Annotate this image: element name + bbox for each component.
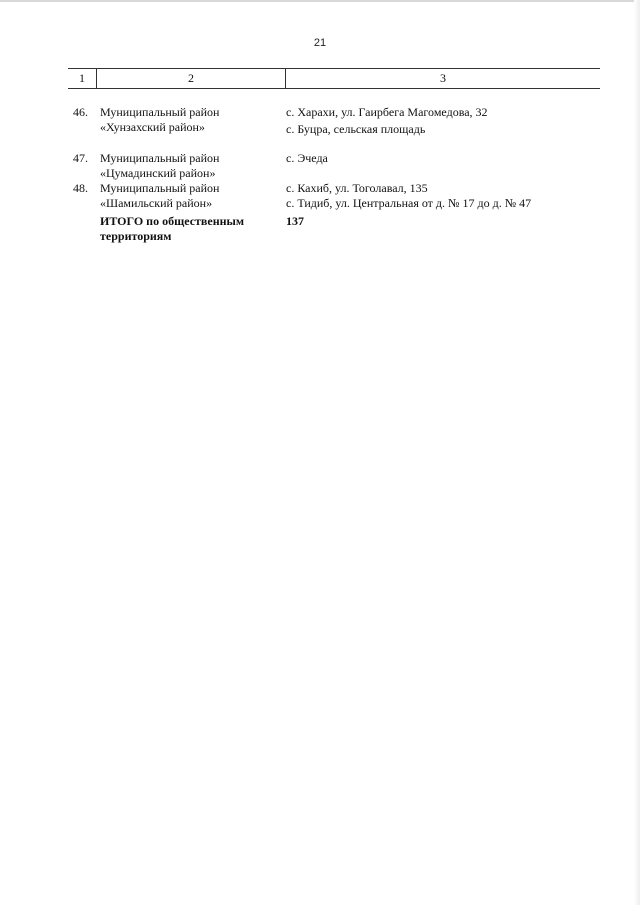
header-col-2: 2	[97, 69, 286, 88]
total-label-line: территориям	[100, 229, 172, 243]
district-cell	[100, 151, 286, 181]
row-number: 46.	[73, 105, 88, 119]
page-number: 21	[313, 37, 327, 49]
address-line: с. Кахиб, ул. Тоголавал, 135	[286, 181, 428, 195]
row-number: 48.	[73, 181, 88, 195]
row-number: 47.	[73, 151, 88, 165]
total-row	[68, 214, 600, 244]
scan-edge-right	[634, 0, 640, 905]
scan-edge-top	[0, 0, 640, 2]
table-row	[68, 181, 600, 211]
district-line: «Хунзахский район»	[100, 120, 205, 134]
header-col-3: 3	[440, 71, 446, 85]
address-cell	[286, 105, 600, 137]
total-value-text: 137	[286, 214, 304, 228]
address-line: с. Буцра, сельская площадь	[286, 122, 426, 136]
address-cell	[286, 151, 600, 166]
address-line: с. Эчеда	[286, 151, 328, 165]
district-line: Муниципальный район	[100, 105, 220, 119]
table-row	[68, 105, 600, 139]
total-label	[100, 214, 286, 244]
table-header	[68, 68, 600, 89]
header-col-1: 1	[68, 69, 97, 88]
district-line: Муниципальный район	[100, 151, 220, 165]
total-label-line: ИТОГО по общественным	[100, 214, 245, 228]
table-row	[68, 151, 600, 181]
district-line: «Шамильский район»	[100, 196, 213, 210]
district-line: «Цумадинский район»	[100, 166, 216, 180]
district-cell	[100, 181, 286, 211]
district-line: Муниципальный район	[100, 181, 220, 195]
total-value	[286, 214, 600, 229]
address-line: с. Тидиб, ул. Центральная от д. № 17 до д. № 47	[286, 196, 532, 210]
address-cell	[286, 181, 600, 211]
address-line: с. Харахи, ул. Гаирбега Магомедова, 32	[286, 105, 488, 119]
district-cell	[100, 105, 286, 135]
